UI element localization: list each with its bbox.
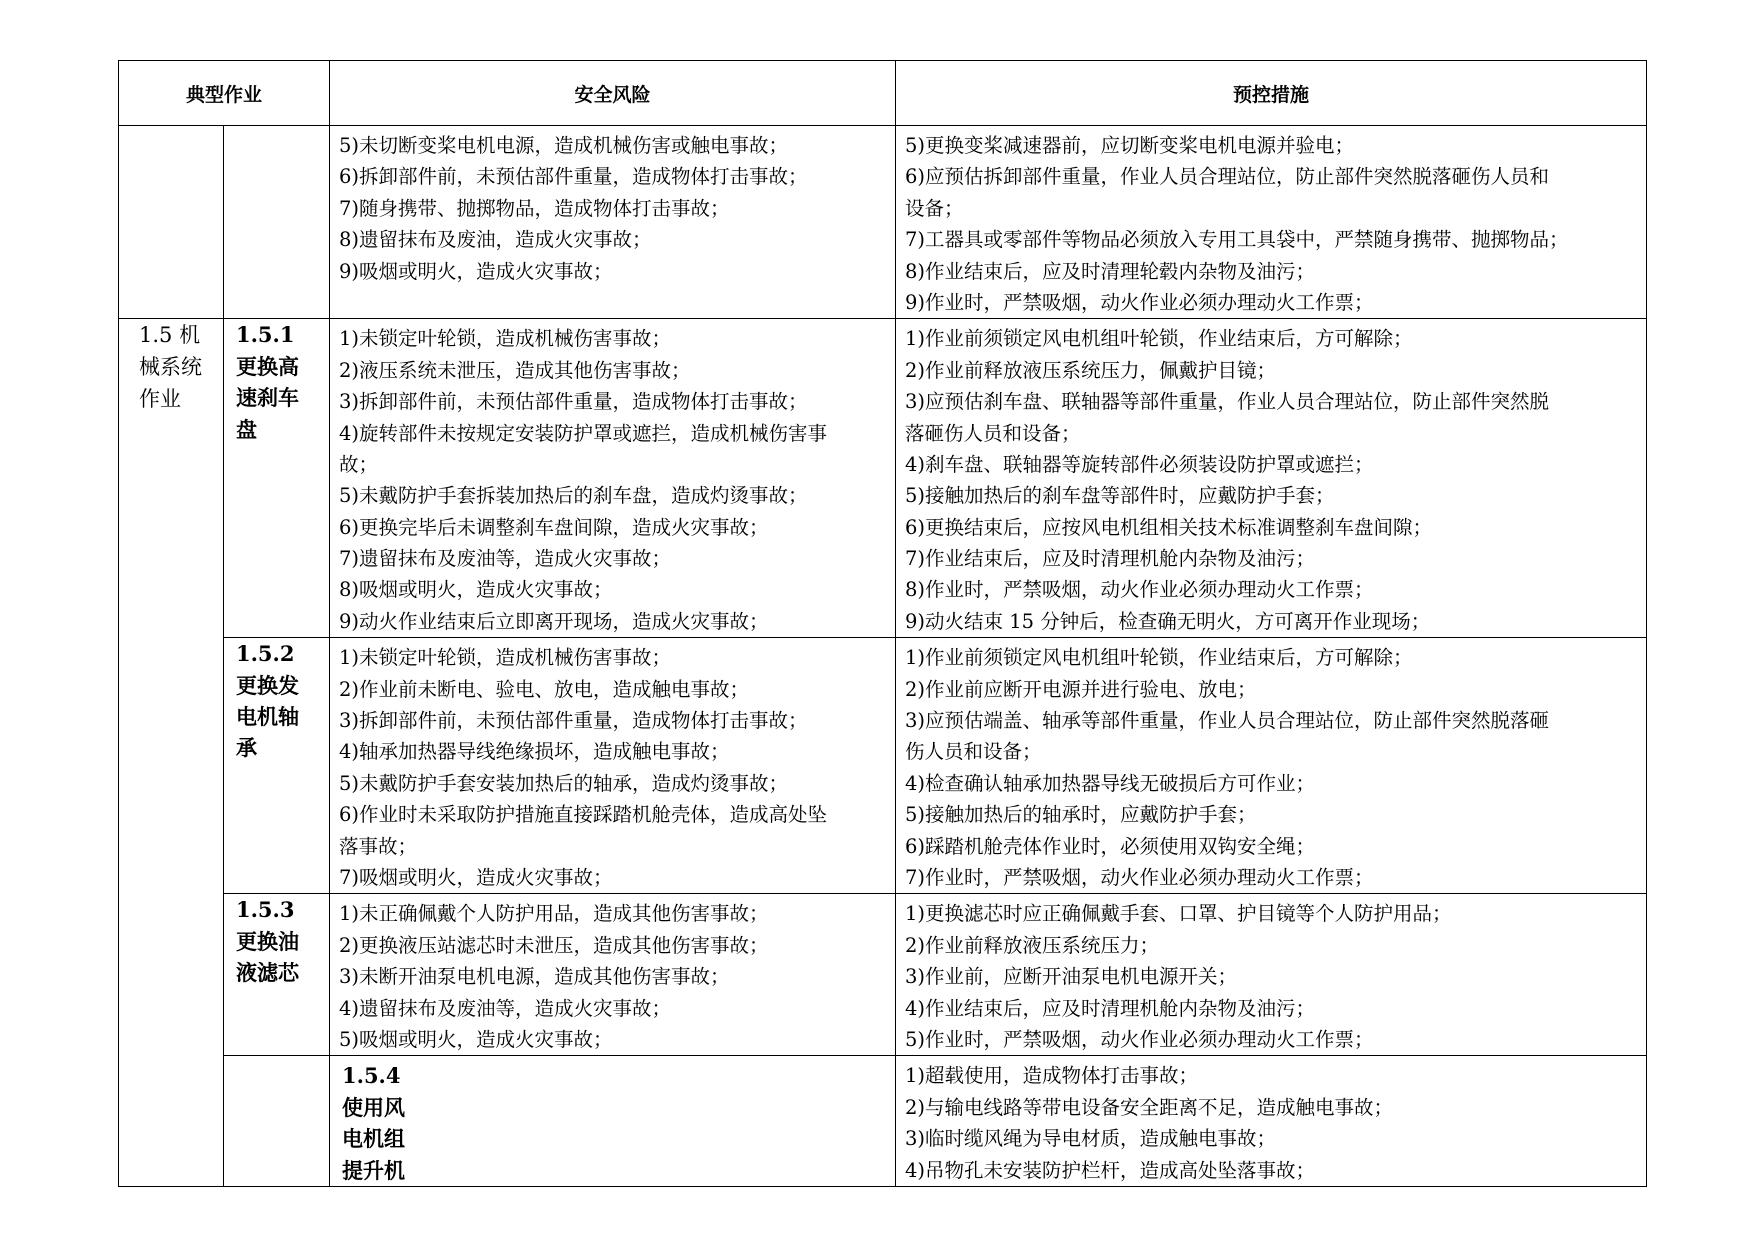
risk-line: 3)未断开油泵电机电源，造成其他伤害事故； xyxy=(339,965,730,989)
subtask-cell-1-5-3 xyxy=(224,894,330,1056)
risk-line: 5)未切断变桨电机电源，造成机械伤害或触电事故； xyxy=(339,134,789,157)
measure-line: 7)工器具或零部件等物品必须放入专用工具袋中，严禁随身携带、抛掷物品； xyxy=(905,228,1569,252)
measure-line: 4)刹车盘、联轴器等旋转部件必须装设防护罩或遮拦； xyxy=(905,452,1374,476)
subtask-title-line: 速刹车 xyxy=(236,385,299,411)
risk-cell xyxy=(330,319,896,638)
risk-line: 6)拆卸部件前，未预估部件重量，造成物体打击事故； xyxy=(339,165,808,189)
risk-line: 5)未戴防护手套安装加热后的轴承，造成灼烫事故； xyxy=(339,771,789,795)
risk-line: 3)拆卸部件前，未预估部件重量，造成物体打击事故； xyxy=(339,390,808,414)
header-control-measures: 预控措施 xyxy=(896,61,1647,126)
subtask-title-line: 更换油 xyxy=(236,928,299,954)
risk-line: 2)更换液压站滤芯时未泄压，造成其他伤害事故； xyxy=(339,933,769,957)
risk-line: 4)吊物孔未安装防护栏杆，造成高处坠落事故； xyxy=(905,1158,1316,1182)
risk-line: 9)动火作业结束后立即离开现场，造成火灾事故； xyxy=(339,609,769,633)
risk-line: 2)与输电线路等带电设备安全距离不足，造成触电事故； xyxy=(905,1095,1394,1119)
measure-line: 设备； xyxy=(905,196,964,220)
risk-line: 6)更换完毕后未调整刹车盘间隙，造成火灾事故； xyxy=(339,515,769,539)
measure-line: 落砸伤人员和设备； xyxy=(905,421,1081,445)
group-title-line: 械系统 xyxy=(139,355,202,380)
subtask-cell-1-5-1 xyxy=(224,319,330,638)
risk-cell xyxy=(330,126,896,319)
document-page xyxy=(118,60,1647,1187)
subtask-cell-1-5-4 xyxy=(330,1056,896,1187)
risk-line: 故； xyxy=(339,452,379,476)
measure-line: 9)动火结束 15 分钟后，检查确无明火，方可离开作业现场； xyxy=(905,609,1431,633)
measure-line: 3)应预估端盖、轴承等部件重量，作业人员合理站位，防止部件突然脱落砸 xyxy=(905,709,1550,733)
risk-line: 7)遗留抹布及废油等，造成火灾事故； xyxy=(339,547,672,571)
group-title-line: 作业 xyxy=(139,387,181,412)
table-row xyxy=(119,638,1647,894)
measure-line: 6)踩踏机舱壳体作业时，必须使用双钩安全绳； xyxy=(905,834,1316,858)
risk-line: 7)随身携带、抛掷物品，造成物体打击事故； xyxy=(339,196,730,220)
group-cell-1-5 xyxy=(119,319,224,1187)
measure-line: 5)作业时，严禁吸烟，动火作业必须办理动火工作票； xyxy=(905,1027,1374,1051)
table-header-row xyxy=(119,61,1647,126)
subtask-title-line: 电机轴 xyxy=(236,704,299,730)
subtask-title-line: 更换高 xyxy=(236,353,299,379)
subtask-title-line: 承 xyxy=(236,735,257,761)
table-row xyxy=(119,126,1647,319)
measure-line: 7)作业时，严禁吸烟，动火作业必须办理动火工作票； xyxy=(905,865,1374,889)
subtask-title-line: 液滤芯 xyxy=(236,960,299,986)
risk-line: 5)吸烟或明火，造成火灾事故； xyxy=(339,1027,613,1051)
subtask-title-line: 1.5.1 xyxy=(236,322,295,348)
measure-line: 6)应预估拆卸部件重量，作业人员合理站位，防止部件突然脱落砸伤人员和 xyxy=(905,165,1550,189)
safety-risk-table xyxy=(118,60,1647,1187)
header-typical-work: 典型作业 xyxy=(119,61,330,126)
measure-line: 2)作业前释放液压系统压力，佩戴护目镜； xyxy=(905,358,1277,382)
measure-cell xyxy=(896,319,1647,638)
measure-line: 5)接触加热后的轴承时，应戴防护手套； xyxy=(905,803,1257,827)
risk-line: 1)未正确佩戴个人防护用品，造成其他伤害事故； xyxy=(339,902,769,926)
measure-cell xyxy=(896,894,1647,1056)
measure-line: 1)作业前须锁定风电机组叶轮锁，作业结束后，方可解除； xyxy=(905,646,1413,670)
measure-line: 2)作业前释放液压系统压力； xyxy=(905,933,1160,957)
risk-line: 8)遗留抹布及废油，造成火灾事故； xyxy=(339,228,652,252)
risk-line: 4)轴承加热器导线绝缘损坏，造成触电事故； xyxy=(339,740,730,764)
risk-line: 9)吸烟或明火，造成火灾事故； xyxy=(339,259,613,283)
risk-line: 2)液压系统未泄压，造成其他伤害事故； xyxy=(339,358,691,382)
risk-line: 8)吸烟或明火，造成火灾事故； xyxy=(339,578,613,602)
subtask-title-line: 更换发 xyxy=(236,672,299,698)
risk-line: 落事故； xyxy=(339,834,418,858)
measure-line: 4)作业结束后，应及时清理机舱内杂物及油污； xyxy=(905,996,1316,1020)
measure-cell xyxy=(896,638,1647,894)
subtask-cell-continued xyxy=(224,126,330,319)
measure-cell xyxy=(896,126,1647,319)
subtask-title-line: 1.5.3 xyxy=(236,897,295,923)
risk-line: 3)拆卸部件前，未预估部件重量，造成物体打击事故； xyxy=(339,709,808,733)
measure-line: 2)作业前应断开电源并进行验电、放电； xyxy=(905,677,1257,701)
risk-line: 5)未戴防护手套拆装加热后的刹车盘，造成灼烫事故； xyxy=(339,484,808,508)
measure-line: 3)作业前，应断开油泵电机电源开关； xyxy=(905,965,1238,989)
risk-cell xyxy=(330,638,896,894)
risk-line: 1)超载使用，造成物体打击事故； xyxy=(905,1064,1199,1088)
group-cell-continued xyxy=(224,1056,330,1187)
measure-line: 9)作业时，严禁吸烟，动火作业必须办理动火工作票； xyxy=(905,290,1374,314)
risk-line: 7)吸烟或明火，造成火灾事故； xyxy=(339,865,613,889)
measure-line: 5)接触加热后的刹车盘等部件时，应戴防护手套； xyxy=(905,484,1335,508)
measure-line: 1)更换滤芯时应正确佩戴手套、口罩、护目镜等个人防护用品； xyxy=(905,902,1452,926)
table-row xyxy=(119,894,1647,1056)
subtask-title-line: 使用风 xyxy=(342,1094,406,1120)
risk-line: 3)临时缆风绳为导电材质，造成触电事故； xyxy=(905,1127,1277,1151)
measure-line: 伤人员和设备； xyxy=(905,740,1042,764)
subtask-title-line: 1.5.4 xyxy=(342,1063,401,1089)
measure-line: 7)作业结束后，应及时清理机舱内杂物及油污； xyxy=(905,547,1316,571)
subtask-title-line: 提升机 xyxy=(342,1157,406,1183)
measure-line: 1)作业前须锁定风电机组叶轮锁，作业结束后，方可解除； xyxy=(905,327,1413,351)
group-cell-continued xyxy=(119,126,224,319)
risk-cell xyxy=(330,894,896,1056)
subtask-cell-1-5-2 xyxy=(224,638,330,894)
risk-cell xyxy=(896,1056,1647,1187)
header-safety-risk: 安全风险 xyxy=(330,61,896,126)
subtask-title-line: 盘 xyxy=(236,416,257,442)
risk-line: 4)旋转部件未按规定安装防护罩或遮拦，造成机械伤害事 xyxy=(339,421,828,445)
measure-line: 8)作业结束后，应及时清理轮毂内杂物及油污； xyxy=(905,259,1316,283)
risk-line: 6)作业时未采取防护措施直接踩踏机舱壳体，造成高处坠 xyxy=(339,803,828,827)
risk-line: 1)未锁定叶轮锁，造成机械伤害事故； xyxy=(339,646,672,670)
measure-line: 8)作业时，严禁吸烟，动火作业必须办理动火工作票； xyxy=(905,578,1374,602)
measure-line: 5)更换变桨减速器前，应切断变桨电机电源并验电； xyxy=(905,134,1355,157)
risk-line: 2)作业前未断电、验电、放电，造成触电事故； xyxy=(339,677,750,701)
group-title-line: 1.5 机 xyxy=(139,323,201,348)
measure-line: 6)更换结束后，应按风电机组相关技术标准调整刹车盘间隙； xyxy=(905,515,1433,539)
risk-line: 4)遗留抹布及废油等，造成火灾事故； xyxy=(339,996,672,1020)
subtask-title-line: 电机组 xyxy=(342,1126,406,1152)
table-row xyxy=(119,1056,1647,1187)
measure-line: 3)应预估刹车盘、联轴器等部件重量，作业人员合理站位，防止部件突然脱 xyxy=(905,390,1550,414)
measure-line: 4)检查确认轴承加热器导线无破损后方可作业； xyxy=(905,771,1316,795)
risk-line: 1)未锁定叶轮锁，造成机械伤害事故； xyxy=(339,327,672,351)
subtask-title-line: 1.5.2 xyxy=(236,641,295,667)
table-row xyxy=(119,319,1647,638)
